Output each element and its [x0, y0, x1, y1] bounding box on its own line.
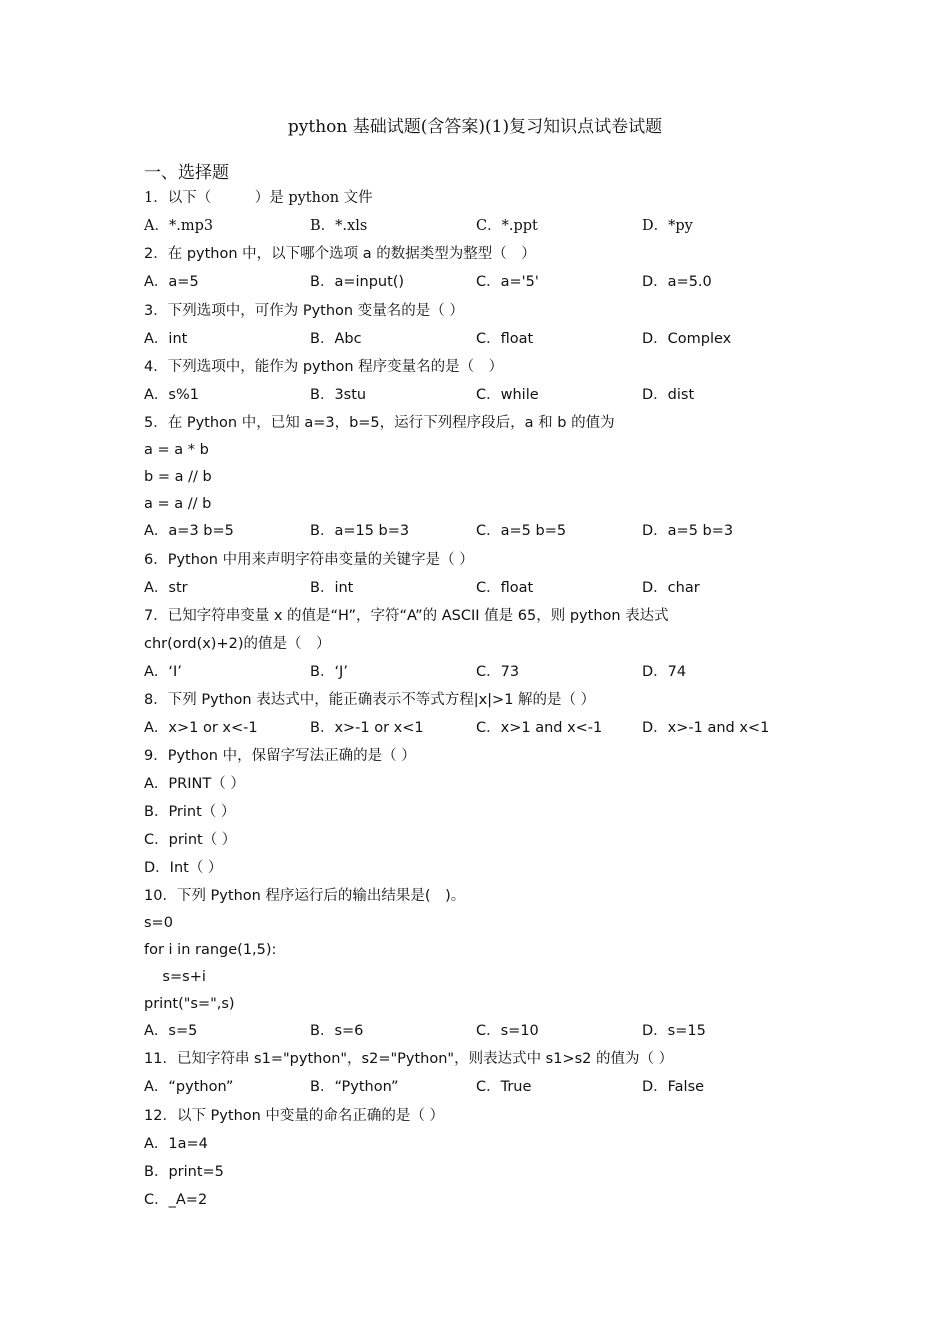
question-stem: 4．下列选项中，能作为 python 程序变量名的是（ ） — [144, 358, 504, 375]
option-c: C．_A=2 — [144, 1191, 208, 1208]
question-stem: 7．已知字符串变量 x 的值是“H”，字符“A”的 ASCII 值是 65，则 python 表达式 — [144, 607, 669, 624]
option-b: B．print=5 — [144, 1163, 224, 1180]
option-a: A．PRINT（ ） — [144, 776, 245, 793]
option-c: C．float — [476, 579, 534, 596]
option-a: A．int — [144, 330, 188, 347]
option-a: A．s%1 — [144, 386, 199, 403]
question-stem-continued: chr(ord(x)+2)的值是（ ） — [144, 635, 331, 652]
code-line: s=s+i — [144, 968, 206, 985]
option-a: A．‘I’ — [144, 663, 182, 680]
question-stem: 10．下列 Python 程序运行后的输出结果是( )。 — [144, 888, 466, 905]
option-d: D．*py — [642, 218, 693, 234]
option-d: D．Complex — [642, 330, 732, 347]
option-a: A．*.mp3 — [144, 218, 214, 234]
option-d: D．char — [642, 579, 700, 596]
option-c: C．a=5 b=5 — [476, 523, 567, 540]
question-stem: 8．下列 Python 表达式中，能正确表示不等式方程|x|>1 解的是（ ） — [144, 692, 596, 709]
option-row — [144, 212, 824, 240]
option-c: C．True — [476, 1079, 532, 1096]
option-c: C．float — [476, 330, 534, 347]
question-stem: 3．下列选项中，可作为 Python 变量名的是（ ） — [144, 302, 464, 319]
option-row — [144, 1017, 824, 1045]
option-b: B．3stu — [310, 386, 367, 403]
option-a: A．1a=4 — [144, 1135, 208, 1152]
option-row — [144, 574, 824, 602]
option-a: A．x>1 or x<-1 — [144, 720, 258, 737]
question-list — [144, 184, 824, 1214]
option-d: D．s=15 — [642, 1023, 706, 1040]
option-row — [144, 268, 824, 296]
option-a: A．a=5 — [144, 274, 199, 291]
option-row — [144, 714, 824, 742]
option-a: A．“python” — [144, 1079, 234, 1096]
option-a: A．str — [144, 579, 188, 596]
option-b: B．“Python” — [310, 1079, 399, 1096]
option-d: D．a=5 b=3 — [642, 523, 734, 540]
option-b: B．‘J’ — [310, 663, 348, 680]
option-row — [144, 1073, 824, 1101]
option-c: C．s=10 — [476, 1023, 539, 1040]
option-b: B．s=6 — [310, 1023, 364, 1040]
section-heading: 一、选择题 — [144, 163, 229, 183]
option-c: C．*.ppt — [476, 218, 538, 234]
option-b: B．x>-1 or x<1 — [310, 720, 424, 737]
option-b: B．a=input() — [310, 274, 405, 291]
option-c: C．while — [476, 386, 539, 403]
question-stem: 2．在 python 中，以下哪个选项 a 的数据类型为整型（ ） — [144, 246, 536, 263]
question-stem: 11．已知字符串 s1="python"，s2="Python"，则表达式中 s1>s2 的值为（ ） — [144, 1051, 674, 1068]
option-b: B．Print（ ） — [144, 804, 236, 821]
code-line: print("s=",s) — [144, 995, 235, 1012]
option-b: B．Abc — [310, 330, 362, 347]
option-row — [144, 381, 824, 409]
code-line: s=0 — [144, 915, 173, 932]
question-stem: 5．在 Python 中，已知 a=3，b=5，运行下列程序段后，a 和 b 的值为 — [144, 415, 615, 432]
code-line: a = a // b — [144, 495, 212, 512]
option-b: B．int — [310, 579, 354, 596]
option-d: D．dist — [642, 386, 695, 403]
option-a: A．a=3 b=5 — [144, 523, 234, 540]
option-b: B．a=15 b=3 — [310, 523, 410, 540]
option-d: D．a=5.0 — [642, 274, 712, 291]
document-title: python 基础试题(含答案)(1)复习知识点试卷试题 — [287, 117, 663, 137]
question-stem: 1．以下（ ）是 python 文件 — [144, 190, 373, 206]
option-c: C．x>1 and x<-1 — [476, 720, 603, 737]
option-c: C．a='5' — [476, 274, 539, 291]
option-d: D．Int（ ） — [144, 860, 223, 877]
option-row — [144, 325, 824, 353]
option-b: B．*.xls — [310, 218, 368, 234]
option-d: D．74 — [642, 663, 687, 680]
code-line: a = a * b — [144, 442, 209, 459]
option-a: A．s=5 — [144, 1023, 198, 1040]
code-line: for i in range(1,5): — [144, 942, 277, 959]
option-row — [144, 658, 824, 686]
option-d: D．False — [642, 1079, 705, 1096]
question-stem: 9．Python 中，保留字写法正确的是（ ） — [144, 748, 416, 765]
code-line: b = a // b — [144, 468, 212, 485]
question-stem: 6．Python 中用来声明字符串变量的关键字是（ ） — [144, 551, 474, 568]
option-d: D．x>-1 and x<1 — [642, 720, 770, 737]
option-c: C．print（ ） — [144, 832, 237, 849]
option-c: C．73 — [476, 663, 520, 680]
option-row — [144, 517, 824, 545]
question-stem: 12．以下 Python 中变量的命名正确的是（ ） — [144, 1107, 445, 1124]
